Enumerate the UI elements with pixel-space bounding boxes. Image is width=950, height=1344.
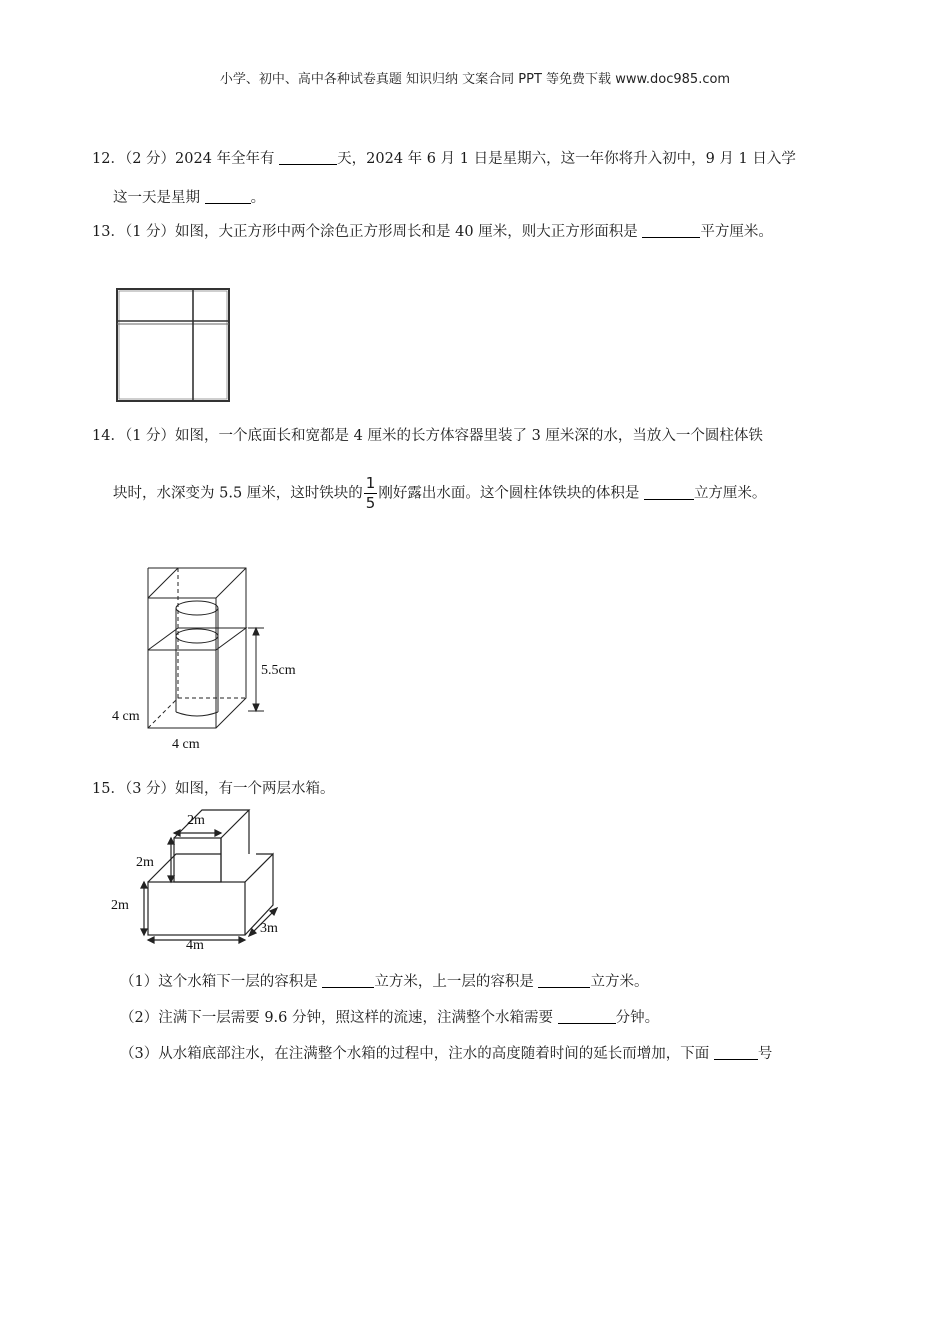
- q15-sub2-text: （2）注满下一层需要 9.6 分钟，照这样的流速，注满整个水箱需要: [120, 1010, 558, 1026]
- q13-text: 如图，大正方形中两个涂色正方形周长和是 40 厘米，则大正方形面积是: [175, 224, 643, 240]
- q13-number: 13．: [92, 224, 125, 240]
- q12-number: 12．: [92, 151, 125, 167]
- fraction-numerator: 1: [365, 474, 376, 492]
- label-height: 5.5cm: [261, 663, 296, 678]
- q15-sub3: [120, 1042, 772, 1063]
- q14-container-figure: [108, 560, 308, 755]
- q14-text: 立方厘米。: [693, 485, 767, 502]
- q14-line2: [113, 476, 766, 511]
- q14-text: 块时，水深变为 5.5 厘米，这时铁块的: [113, 485, 363, 502]
- label-bottom-length: 4m: [186, 938, 204, 952]
- q15-score: （3 分）: [124, 781, 176, 797]
- q13-score: （1 分）: [124, 224, 176, 240]
- q12-answer-blank-days[interactable]: [279, 150, 337, 165]
- q13-text: 平方厘米。: [700, 224, 773, 240]
- q15-sub2: [120, 1006, 659, 1027]
- q12-text: 天，2024 年 6 月 1 日是星期六，这一年你将升入初中，9 月 1 日入学: [337, 151, 796, 167]
- q14-text: 刚好露出水面。这个圆柱体铁块的体积是: [378, 485, 644, 502]
- q12-answer-blank-weekday[interactable]: [205, 189, 251, 204]
- q15-sub1-blank-lower[interactable]: [322, 973, 374, 988]
- q15-sub3-blank[interactable]: [714, 1045, 758, 1060]
- q14-answer-blank[interactable]: [644, 485, 694, 500]
- q15-water-tank-figure: [108, 802, 298, 952]
- q15-sub1-blank-upper[interactable]: [538, 973, 590, 988]
- label-side: 4 cm: [112, 709, 140, 724]
- q12-line2: [113, 186, 265, 207]
- q15-line1: [92, 777, 335, 798]
- q15-number: 15．: [92, 781, 125, 797]
- q13-line1: [92, 220, 773, 241]
- q15-sub3-text: 号: [757, 1046, 773, 1062]
- q12-text: 2024 年全年有: [175, 151, 280, 167]
- q13-answer-blank[interactable]: [642, 223, 700, 238]
- q15-text: 如图，有一个两层水箱。: [175, 781, 335, 797]
- q12-line1: [92, 147, 796, 168]
- q14-fraction: [364, 476, 378, 511]
- q14-number: 14．: [92, 428, 125, 444]
- q15-sub1-text: （1）这个水箱下一层的容积是: [120, 974, 323, 990]
- q15-sub3-text: （3）从水箱底部注水，在注满整个水箱的过程中，注水的高度随着时间的延长而增加，下面: [120, 1046, 714, 1062]
- q14-line1: [92, 424, 763, 445]
- q12-score: （2 分）: [124, 151, 176, 167]
- q15-sub2-blank[interactable]: [558, 1009, 616, 1024]
- q15-sub1: [120, 970, 648, 991]
- label-top-height: 2m: [136, 855, 154, 870]
- big-square: [117, 289, 229, 401]
- q12-text: 。: [250, 190, 266, 206]
- label-bottom: 4 cm: [172, 737, 200, 752]
- label-top-width: 2m: [187, 813, 205, 828]
- label-bottom-depth: 3m: [260, 921, 278, 936]
- q14-score: （1 分）: [124, 428, 176, 444]
- label-bottom-height: 2m: [111, 898, 129, 913]
- fraction-denominator: 5: [365, 494, 376, 512]
- q15-sub1-text: 立方米。: [590, 974, 649, 990]
- q15-sub2-text: 分钟。: [615, 1010, 660, 1026]
- q14-text: 如图，一个底面长和宽都是 4 厘米的长方体容器里装了 3 厘米深的水，当放入一个圆柱体铁: [175, 428, 763, 444]
- page-header: 小学、初中、高中各种试卷真题 知识归纳 文案合同 PPT 等免费下载 www.doc985.com: [219, 72, 731, 87]
- q12-text: 这一天是星期: [113, 190, 205, 206]
- q15-sub1-text: 立方米，上一层的容积是: [374, 974, 539, 990]
- q13-square-figure: [112, 284, 236, 406]
